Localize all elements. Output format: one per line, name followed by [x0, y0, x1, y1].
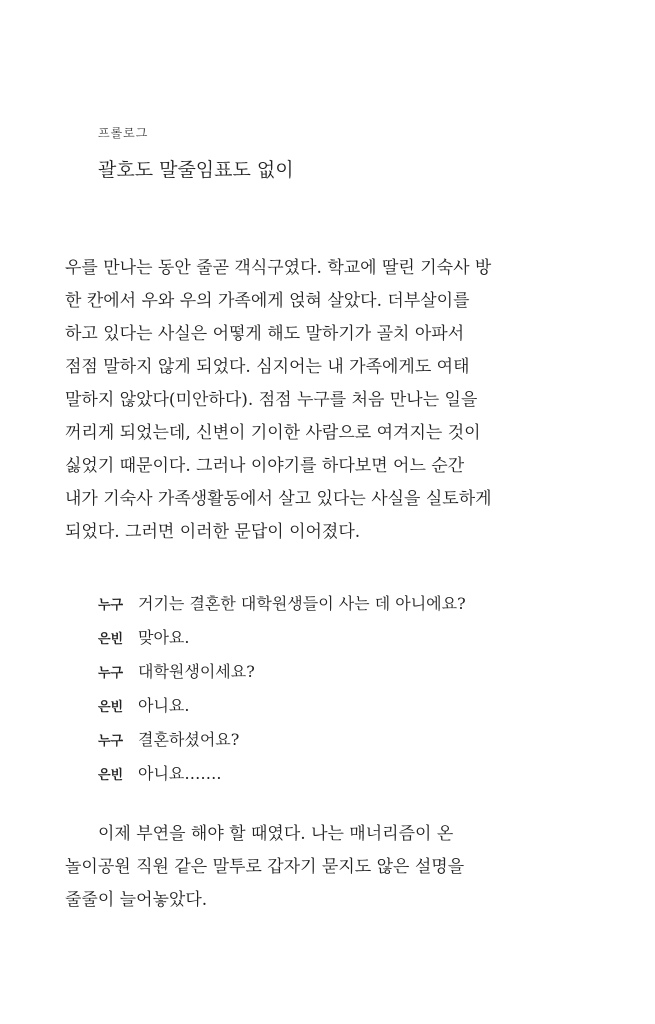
dialogue-line [98, 587, 578, 621]
dialogue-text: 맞아요. [138, 628, 190, 647]
paragraph-line: 우를 만나는 동안 줄곧 객식구였다. 학교에 딸린 기숙사 방 [65, 258, 492, 278]
dialogue-text: 결혼하셨어요? [138, 730, 240, 749]
paragraph-line: 하고 있다는 사실은 어떻게 해도 말하기가 골치 아파서 [65, 324, 465, 344]
dialogue-speaker: 은빈 [98, 768, 124, 783]
chapter-label: 프롤로그 [98, 126, 149, 140]
dialogue-text: 거기는 결혼한 대학원생들이 사는 데 아니에요? [138, 594, 466, 613]
paragraph-line: 놀이공원 직원 같은 말투로 갑자기 묻지도 않은 설명을 [65, 857, 465, 877]
dialogue-line [98, 689, 578, 723]
paragraph-line: 꺼리게 되었는데, 신변이 기이한 사람으로 여겨지는 것이 [65, 423, 481, 443]
dialogue-text: 대학원생이세요? [138, 662, 255, 681]
dialogue-text: 아니요. [138, 696, 190, 715]
paragraph-line: 내가 기숙사 가족생활동에서 살고 있다는 사실을 실토하게 [65, 489, 492, 509]
paragraph-line: 되었다. 그러면 이러한 문답이 이어졌다. [65, 522, 361, 542]
dialogue-speaker: 누구 [98, 666, 124, 681]
dialogue-speaker: 누구 [98, 598, 124, 613]
chapter-title: 괄호도 말줄임표도 없이 [98, 159, 294, 181]
dialogue-line [98, 757, 578, 791]
paragraph-line: 한 칸에서 우와 우의 가족에게 얹혀 살았다. 더부살이를 [65, 291, 470, 311]
dialogue-line [98, 723, 578, 757]
dialogue-line [98, 655, 578, 689]
paragraph-1 [65, 252, 545, 549]
paragraph-line: 이제 부연을 해야 할 때였다. 나는 매너리즘이 온 [98, 824, 454, 844]
dialogue-speaker: 은빈 [98, 632, 124, 647]
dialogue-speaker: 누구 [98, 734, 124, 749]
dialogue-block [98, 587, 578, 791]
dialogue-line [98, 621, 578, 655]
paragraph-line: 말하지 않았다(미안하다). 점점 누구를 처음 만나는 일을 [65, 390, 478, 410]
paragraph-line: 싫었기 때문이다. 그러나 이야기를 하다보면 어느 순간 [65, 456, 465, 476]
paragraph-line: 줄줄이 늘어놓았다. [65, 890, 208, 910]
paragraph-2 [65, 818, 545, 917]
dialogue-text: 아니요……. [138, 764, 222, 783]
paragraph-line: 점점 말하지 않게 되었다. 심지어는 내 가족에게도 여태 [65, 357, 470, 377]
dialogue-speaker: 은빈 [98, 700, 124, 715]
